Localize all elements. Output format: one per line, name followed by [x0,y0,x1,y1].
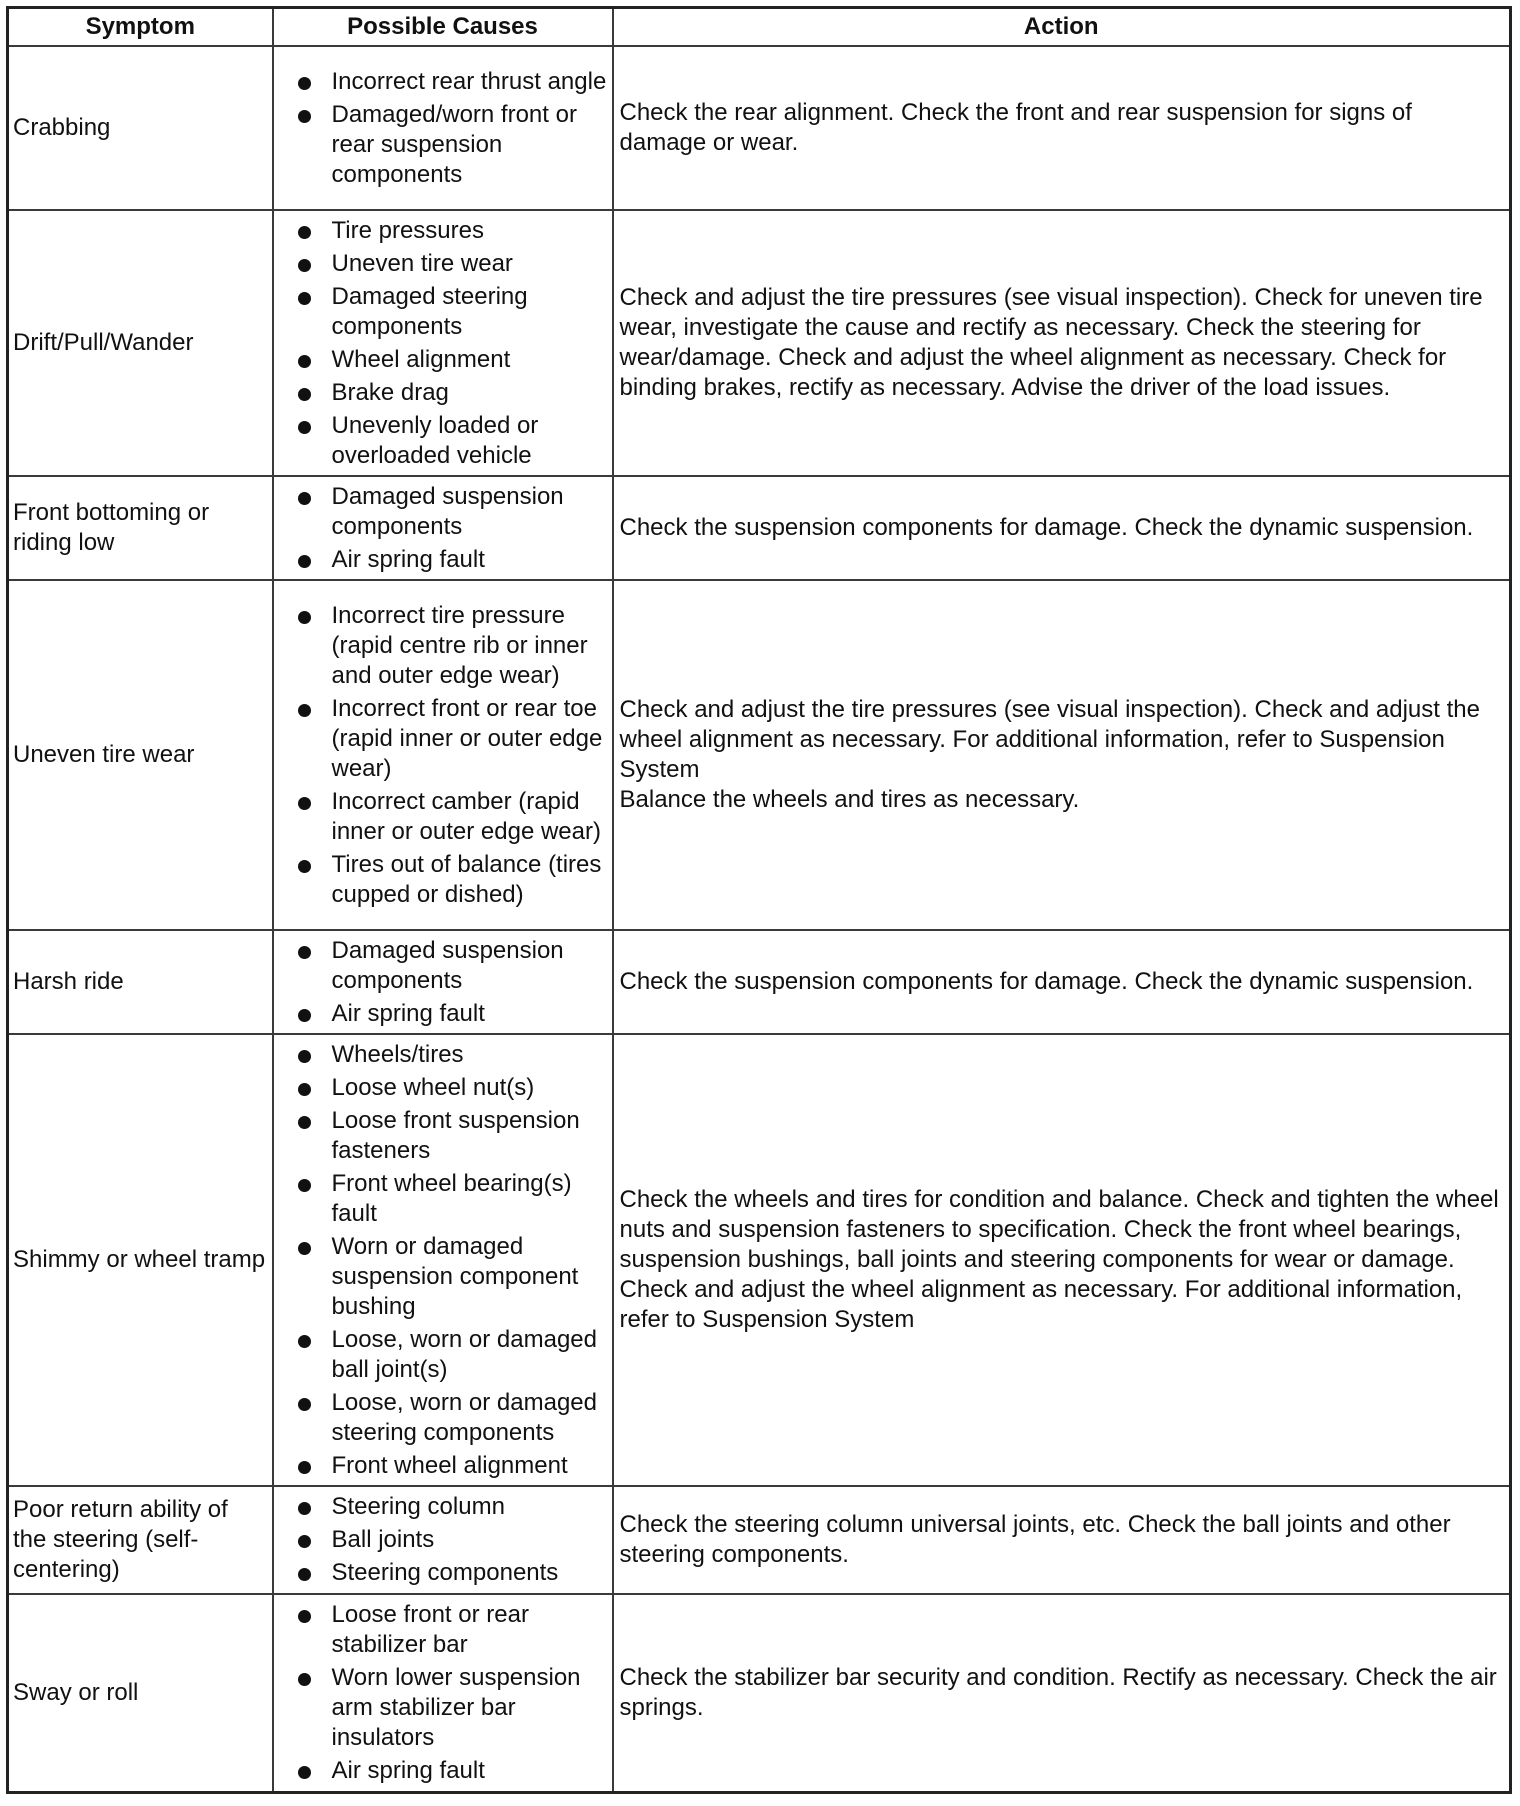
table-row [8,46,1511,210]
cause-list [292,601,608,910]
symptom-cell: Poor return ability of the steering (self-centering) [8,1486,273,1594]
table-row [8,210,1511,476]
cause-item [292,787,608,847]
action-column-header: Action [613,8,1511,47]
action-cell [613,476,1511,580]
action-cell [613,210,1511,476]
cause-item [292,1325,608,1385]
possible-causes-cell [273,1594,613,1792]
cause-text: Tires out of balance (tires cupped or dished) [331,850,602,908]
action-text: Balance the wheels and tires as necessary. [619,786,1080,813]
bullet-icon [298,1009,311,1022]
cause-list [292,216,608,471]
bullet-icon [298,226,311,239]
cause-item [292,1663,608,1753]
bullet-icon [298,421,311,434]
bullet-icon [298,355,311,368]
action-cell [613,1486,1511,1594]
bullet-icon [298,1083,311,1096]
bullet-icon [298,1535,311,1548]
bullet-icon [298,1766,311,1779]
bullet-icon [298,1610,311,1623]
cause-item [292,999,608,1029]
cause-list [292,67,608,190]
table-row [8,930,1511,1034]
cause-text: Wheel alignment [331,345,511,373]
cause-text: Incorrect tire pressure (rapid centre rib or inner and outer edge wear) [331,601,588,689]
cause-list [292,482,608,575]
cause-item [292,850,608,910]
bullet-icon [298,292,311,305]
cause-item [292,1558,608,1588]
cause-text: Air spring fault [331,1756,485,1784]
cause-text: Air spring fault [331,545,485,573]
cause-text: Incorrect camber (rapid inner or outer edge wear) [331,787,601,845]
cause-text: Incorrect rear thrust angle [331,67,607,95]
bullet-icon [298,1116,311,1129]
cause-item [292,936,608,996]
cause-item [292,282,608,342]
cause-list [292,936,608,1029]
action-text: Check the suspension components for damage. Check the dynamic suspension. [619,968,1474,995]
table-body [8,46,1511,1792]
symptom-cell: Crabbing [8,46,273,210]
action-cell [613,1034,1511,1486]
possible-causes-cell [273,46,613,210]
possible-causes-cell [273,476,613,580]
action-text: Check and adjust the tire pressures (see visual inspection). Check for uneven tire wear, investigate the cause and rectify as necessary. Check the steering for wear/damage. Check and adjust the wheel alignment as necessary. Check for binding brakes, rectify as necessary. Advise the driver of the load issues. [619,284,1483,401]
cause-text: Loose, worn or damaged steering components [331,1388,597,1446]
possible-causes-cell [273,210,613,476]
action-text: Check the suspension components for damage. Check the dynamic suspension. [619,514,1474,541]
cause-text: Air spring fault [331,999,485,1027]
symptom-diagnosis-table [6,6,1512,1794]
cause-item [292,345,608,375]
cause-item [292,694,608,784]
cause-item [292,1492,608,1522]
cause-text: Worn lower suspension arm stabilizer bar insulators [331,1663,581,1751]
bullet-icon [298,259,311,272]
cause-text: Brake drag [331,378,449,406]
action-cell [613,46,1511,210]
cause-list [292,1600,608,1786]
cause-text: Damaged steering components [331,282,528,340]
action-cell [613,930,1511,1034]
cause-text: Tire pressures [331,216,484,244]
bullet-icon [298,1242,311,1255]
action-text: Check the steering column universal joints, etc. Check the ball joints and other steering components. [619,1511,1451,1568]
possible-causes-cell [273,930,613,1034]
cause-text: Damaged/worn front or rear suspension components [331,100,577,188]
cause-item [292,249,608,279]
cause-item [292,378,608,408]
bullet-icon [298,1502,311,1515]
cause-text: Loose, worn or damaged ball joint(s) [331,1325,597,1383]
bullet-icon [298,797,311,810]
bullet-icon [298,611,311,624]
cause-item [292,545,608,575]
bullet-icon [298,1568,311,1581]
cause-text: Loose front or rear stabilizer bar [331,1600,529,1658]
cause-item [292,1232,608,1322]
diagnosis-table-container [6,6,1509,1794]
bullet-icon [298,1398,311,1411]
bullet-icon [298,1335,311,1348]
bullet-icon [298,946,311,959]
table-row [8,1034,1511,1486]
action-cell [613,580,1511,930]
cause-text: Damaged suspension components [331,936,564,994]
cause-item [292,1169,608,1229]
cause-text: Worn or damaged suspension component bushing [331,1232,579,1320]
cause-text: Front wheel alignment [331,1451,568,1479]
possible-causes-cell [273,580,613,930]
cause-text: Ball joints [331,1526,435,1553]
cause-item [292,601,608,691]
cause-item [292,1106,608,1166]
symptom-cell: Harsh ride [8,930,273,1034]
cause-item [292,1756,608,1786]
symptom-cell: Uneven tire wear [8,580,273,930]
bullet-icon [298,860,311,873]
cause-text: Unevenly loaded or overloaded vehicle [331,411,539,469]
cause-item [292,1451,608,1481]
cause-text: Front wheel bearing(s) fault [331,1169,572,1227]
cause-text: Steering column [331,1493,505,1520]
cause-item [292,67,608,97]
action-text: Check the stabilizer bar security and condition. Rectify as necessary. Check the air springs. [619,1663,1497,1721]
symptom-cell: Drift/Pull/Wander [8,210,273,476]
cause-text: Wheels/tires [331,1040,464,1068]
cause-item [292,1073,608,1103]
cause-item [292,411,608,471]
cause-text: Damaged suspension components [331,482,564,540]
action-text: Check and adjust the tire pressures (see visual inspection). Check and adjust the wheel alignment as necessary. For additional information, refer to Suspension System [619,696,1480,783]
bullet-icon [298,77,311,90]
bullet-icon [298,1179,311,1192]
table-row [8,580,1511,930]
symptom-column-header: Symptom [8,8,273,47]
cause-text: Loose wheel nut(s) [331,1073,535,1101]
cause-item [292,1600,608,1660]
table-row [8,1486,1511,1594]
action-cell [613,1594,1511,1792]
bullet-icon [298,388,311,401]
cause-list [292,1492,608,1588]
bullet-icon [298,492,311,505]
cause-item [292,216,608,246]
cause-item [292,1525,608,1555]
cause-item [292,482,608,542]
bullet-icon [298,555,311,568]
cause-text: Steering components [331,1559,559,1586]
symptom-cell: Front bottoming or riding low [8,476,273,580]
symptom-cell: Sway or roll [8,1594,273,1792]
cause-item [292,100,608,190]
cause-item [292,1040,608,1070]
bullet-icon [298,1673,311,1686]
bullet-icon [298,1461,311,1474]
possible-causes-cell [273,1034,613,1486]
header-row [8,8,1511,47]
cause-list [292,1040,608,1481]
action-text: Check the wheels and tires for condition and balance. Check and tighten the wheel nuts and suspension fasteners to specification. Check the front wheel bearings, suspension bushings, ball joints and steering components for wear or damage. Check and adjust the wheel alignment as necessary. For additional information, refer to Suspension System [619,1186,1499,1333]
cause-text: Uneven tire wear [331,249,513,277]
bullet-icon [298,110,311,123]
table-row [8,476,1511,580]
table-row [8,1594,1511,1792]
possible-causes-cell [273,1486,613,1594]
action-text: Check the rear alignment. Check the front and rear suspension for signs of damage or wear. [619,99,1412,156]
symptom-cell: Shimmy or wheel tramp [8,1034,273,1486]
cause-text: Loose front suspension fasteners [331,1106,580,1164]
possible-causes-column-header: Possible Causes [273,8,613,47]
cause-text: Incorrect front or rear toe (rapid inner or outer edge wear) [331,694,603,782]
cause-item [292,1388,608,1448]
bullet-icon [298,704,311,717]
bullet-icon [298,1050,311,1063]
